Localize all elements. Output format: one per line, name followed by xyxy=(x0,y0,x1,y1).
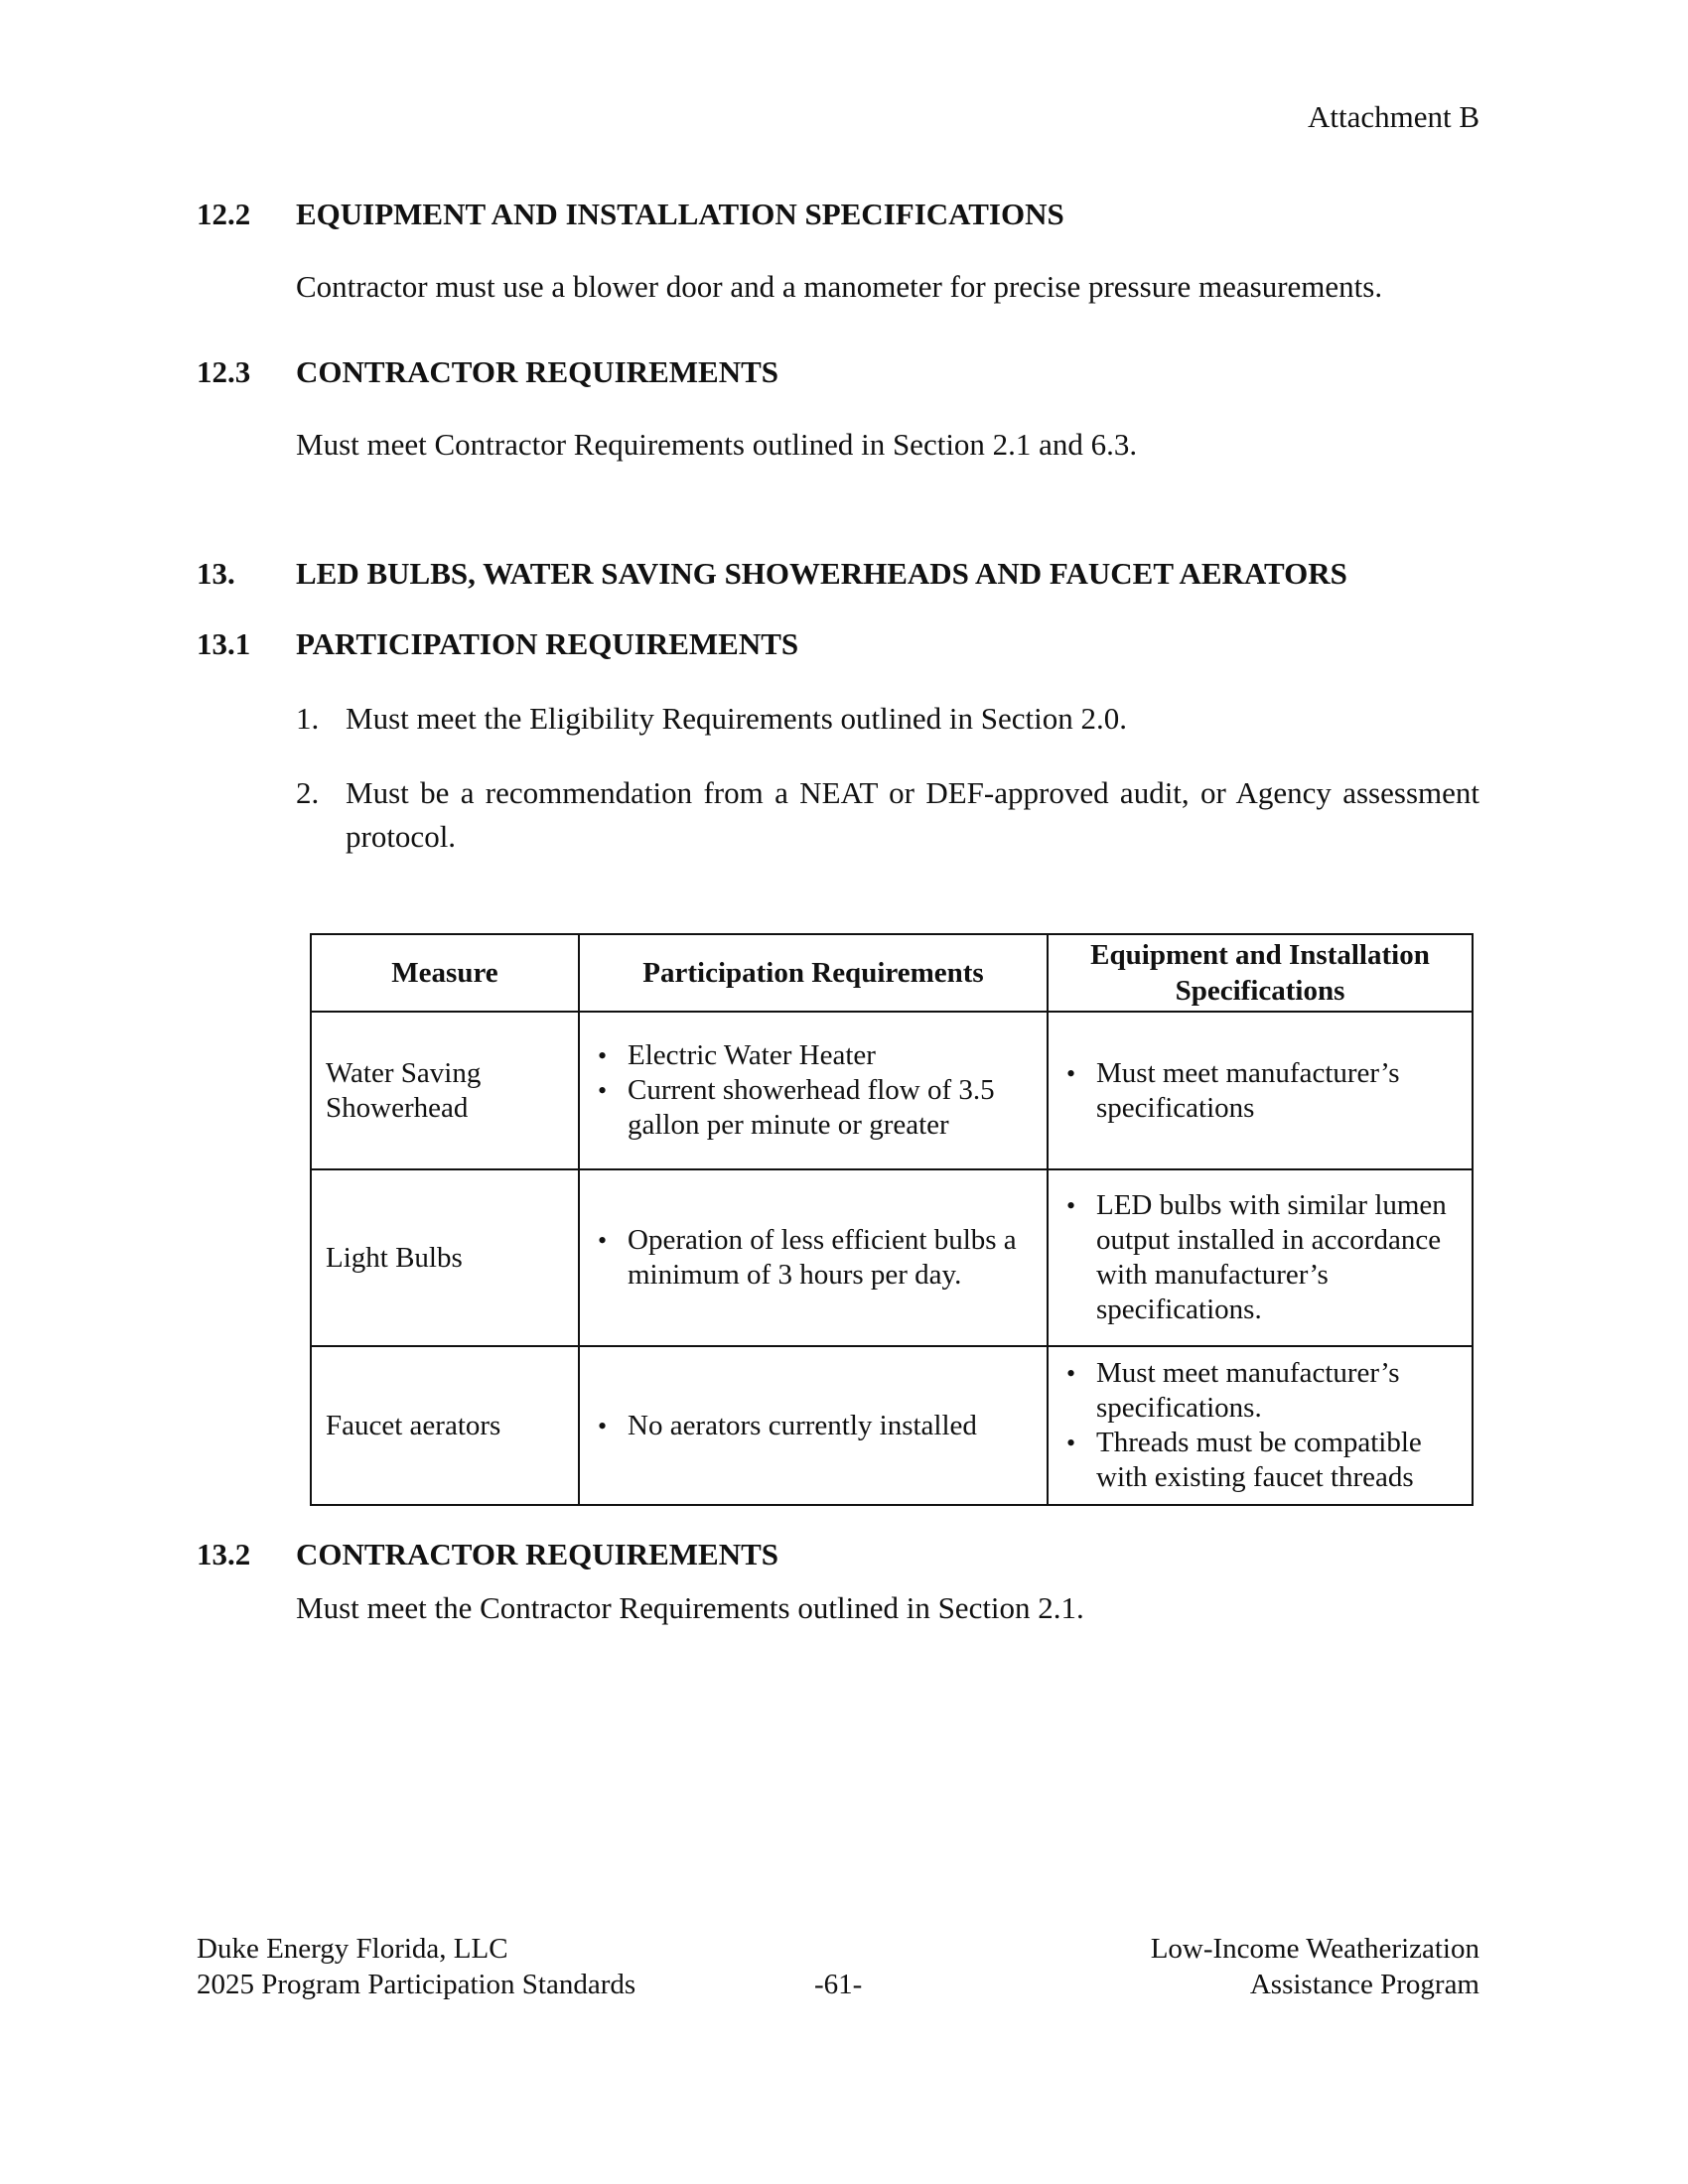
section-number: 13.2 xyxy=(197,1537,251,1571)
bullet-item: • Threads must be compatible with existing faucet threads xyxy=(1096,1426,1458,1495)
equipment-cell xyxy=(1048,1012,1473,1169)
list-item xyxy=(296,771,1479,859)
section-title: PARTICIPATION REQUIREMENTS xyxy=(296,626,799,661)
section-title: CONTRACTOR REQUIREMENTS xyxy=(296,354,779,389)
table-row xyxy=(311,1346,1473,1505)
bullet-item: • Must meet manufacturer’s specifications. xyxy=(1096,1356,1458,1426)
section-title: LED BULBS, WATER SAVING SHOWERHEADS AND FAUCET AERATORS xyxy=(296,556,1347,591)
column-header-measure: Measure xyxy=(311,934,579,1012)
table-row xyxy=(311,1012,1473,1169)
table-header-row xyxy=(311,934,1473,1012)
bullet-item: • Operation of less efficient bulbs a minimum of 3 hours per day. xyxy=(628,1223,1033,1293)
section-12-2-heading xyxy=(197,197,1064,232)
footer-right xyxy=(1151,1931,1479,2002)
section-title: CONTRACTOR REQUIREMENTS xyxy=(296,1537,779,1571)
section-12-3-body: Must meet Contractor Requirements outlined in Section 2.1 and 6.3. xyxy=(296,427,1138,462)
section-13-heading xyxy=(197,556,1347,592)
equipment-cell xyxy=(1048,1346,1473,1505)
page-number: -61- xyxy=(814,1969,863,2000)
footer-program-line2: Assistance Program xyxy=(1249,1969,1479,2000)
section-number: 13. xyxy=(197,556,235,591)
section-13-2-body: Must meet the Contractor Requirements outlined in Section 2.1. xyxy=(296,1590,1084,1625)
section-title: EQUIPMENT AND INSTALLATION SPECIFICATIONS xyxy=(296,197,1064,231)
section-number: 13.1 xyxy=(197,626,251,661)
section-number: 12.2 xyxy=(197,197,251,231)
section-12-2-body: Contractor must use a blower door and a manometer for precise pressure measurements. xyxy=(296,269,1383,304)
measure-cell: Water Saving Showerhead xyxy=(311,1012,579,1169)
participation-cell xyxy=(579,1169,1048,1346)
column-header-equipment: Equipment and Installation Specifications xyxy=(1048,934,1473,1012)
column-header-participation: Participation Requirements xyxy=(579,934,1048,1012)
participation-cell xyxy=(579,1346,1048,1505)
bullet-item: • Current showerhead flow of 3.5 gallon per minute or greater xyxy=(628,1073,1033,1143)
section-13-1-heading xyxy=(197,626,798,662)
measure-cell: Faucet aerators xyxy=(311,1346,579,1505)
footer-program-line1: Low-Income Weatherization xyxy=(1150,1933,1479,1965)
list-text: Must be a recommendation from a NEAT or DEF-approved audit, or Agency assessment protocol. xyxy=(346,775,1479,854)
participation-cell xyxy=(579,1012,1048,1169)
bullet-item: • Electric Water Heater xyxy=(628,1038,1033,1073)
bullet-item: • Must meet manufacturer’s specifications xyxy=(1096,1056,1458,1126)
list-number: 1. xyxy=(296,701,320,736)
section-13-2-heading xyxy=(197,1537,778,1572)
section-number: 12.3 xyxy=(197,354,251,389)
section-12-3-heading xyxy=(197,354,778,390)
bullet-item: • LED bulbs with similar lumen output installed in accordance with manufacturer’s specifications. xyxy=(1096,1188,1458,1327)
equipment-cell xyxy=(1048,1169,1473,1346)
list-number: 2. xyxy=(296,775,320,810)
footer-company: Duke Energy Florida, LLC xyxy=(197,1933,508,1965)
table-row xyxy=(311,1169,1473,1346)
list-text: Must meet the Eligibility Requirements outlined in Section 2.0. xyxy=(346,701,1127,736)
bullet-item: • No aerators currently installed xyxy=(628,1409,1033,1443)
attachment-label: Attachment B xyxy=(1307,99,1479,134)
measure-cell: Light Bulbs xyxy=(311,1169,579,1346)
footer-standards: 2025 Program Participation Standards xyxy=(197,1969,636,2000)
measures-table xyxy=(310,933,1474,1506)
footer-left xyxy=(197,1931,635,2002)
list-item xyxy=(296,697,1479,741)
